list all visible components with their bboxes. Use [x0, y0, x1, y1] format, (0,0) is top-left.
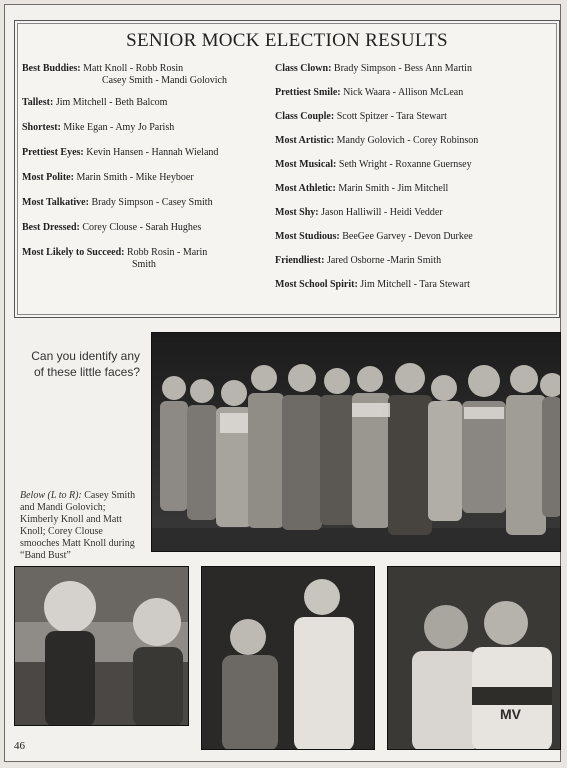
result-item: Best Buddies: Matt Knoll - Robb Rosin Casey Smith - Mandi Golovich [22, 63, 227, 86]
result-item: Class Couple: Scott Spitzer - Tara Stewart [275, 111, 447, 122]
result-item: Prettiest Smile: Nick Waara - Allison McLean [275, 87, 464, 98]
result-item: Best Dressed: Corey Clouse - Sarah Hughes [22, 222, 202, 233]
two-children-dancing-image [202, 567, 375, 750]
photo-corey-matt [387, 566, 561, 750]
result-item: Most Artistic: Mandy Golovich - Corey Robinson [275, 135, 479, 146]
result-item: Most Shy: Jason Halliwill - Heidi Vedder [275, 207, 443, 218]
result-item: Most Polite: Marin Smith - Mike Heyboer [22, 172, 194, 183]
sweater-text: MV [500, 706, 521, 722]
two-girls-image [15, 567, 189, 726]
result-item: Most School Spirit: Jim Mitchell - Tara Stewart [275, 279, 470, 290]
results-right-column [275, 63, 555, 291]
photo-kimberly-matt [201, 566, 375, 750]
photo-caption: Below (L to R): Casey Smith and Mandi Golovich; Kimberly Knoll and Matt Knoll; Corey Clouse smooches Matt Knoll during “Band Bust” [20, 490, 136, 561]
photo-question-caption: Can you identify any of these little faces? [31, 349, 140, 379]
page-title: SENIOR MOCK ELECTION RESULTS [126, 30, 448, 51]
result-item: Most Athletic: Marin Smith - Jim Mitchell [275, 183, 449, 194]
photo-casey-mandi [14, 566, 189, 726]
result-item: Most Talkative: Brady Simpson - Casey Smith [22, 197, 213, 208]
result-item: Most Likely to Succeed: Robb Rosin - Marin Smith [22, 247, 208, 270]
result-item: Friendliest: Jared Osborne -Marin Smith [275, 255, 442, 266]
result-item: Most Musical: Seth Wright - Roxanne Guernsey [275, 159, 472, 170]
result-item: Tallest: Jim Mitchell - Beth Balcom [22, 97, 168, 108]
results-left-column [22, 63, 272, 271]
children-group-image [152, 333, 561, 552]
page-number: 46 [14, 740, 25, 752]
result-item: Prettiest Eyes: Kevin Hansen - Hannah Wieland [22, 147, 219, 158]
cheek-kiss-image [388, 567, 561, 750]
group-photo-children [151, 332, 561, 552]
election-results-box [14, 20, 560, 318]
result-item: Most Studious: BeeGee Garvey - Devon Durkee [275, 231, 473, 242]
result-item: Class Clown: Brady Simpson - Bess Ann Martin [275, 63, 472, 74]
result-item: Shortest: Mike Egan - Amy Jo Parish [22, 122, 175, 133]
